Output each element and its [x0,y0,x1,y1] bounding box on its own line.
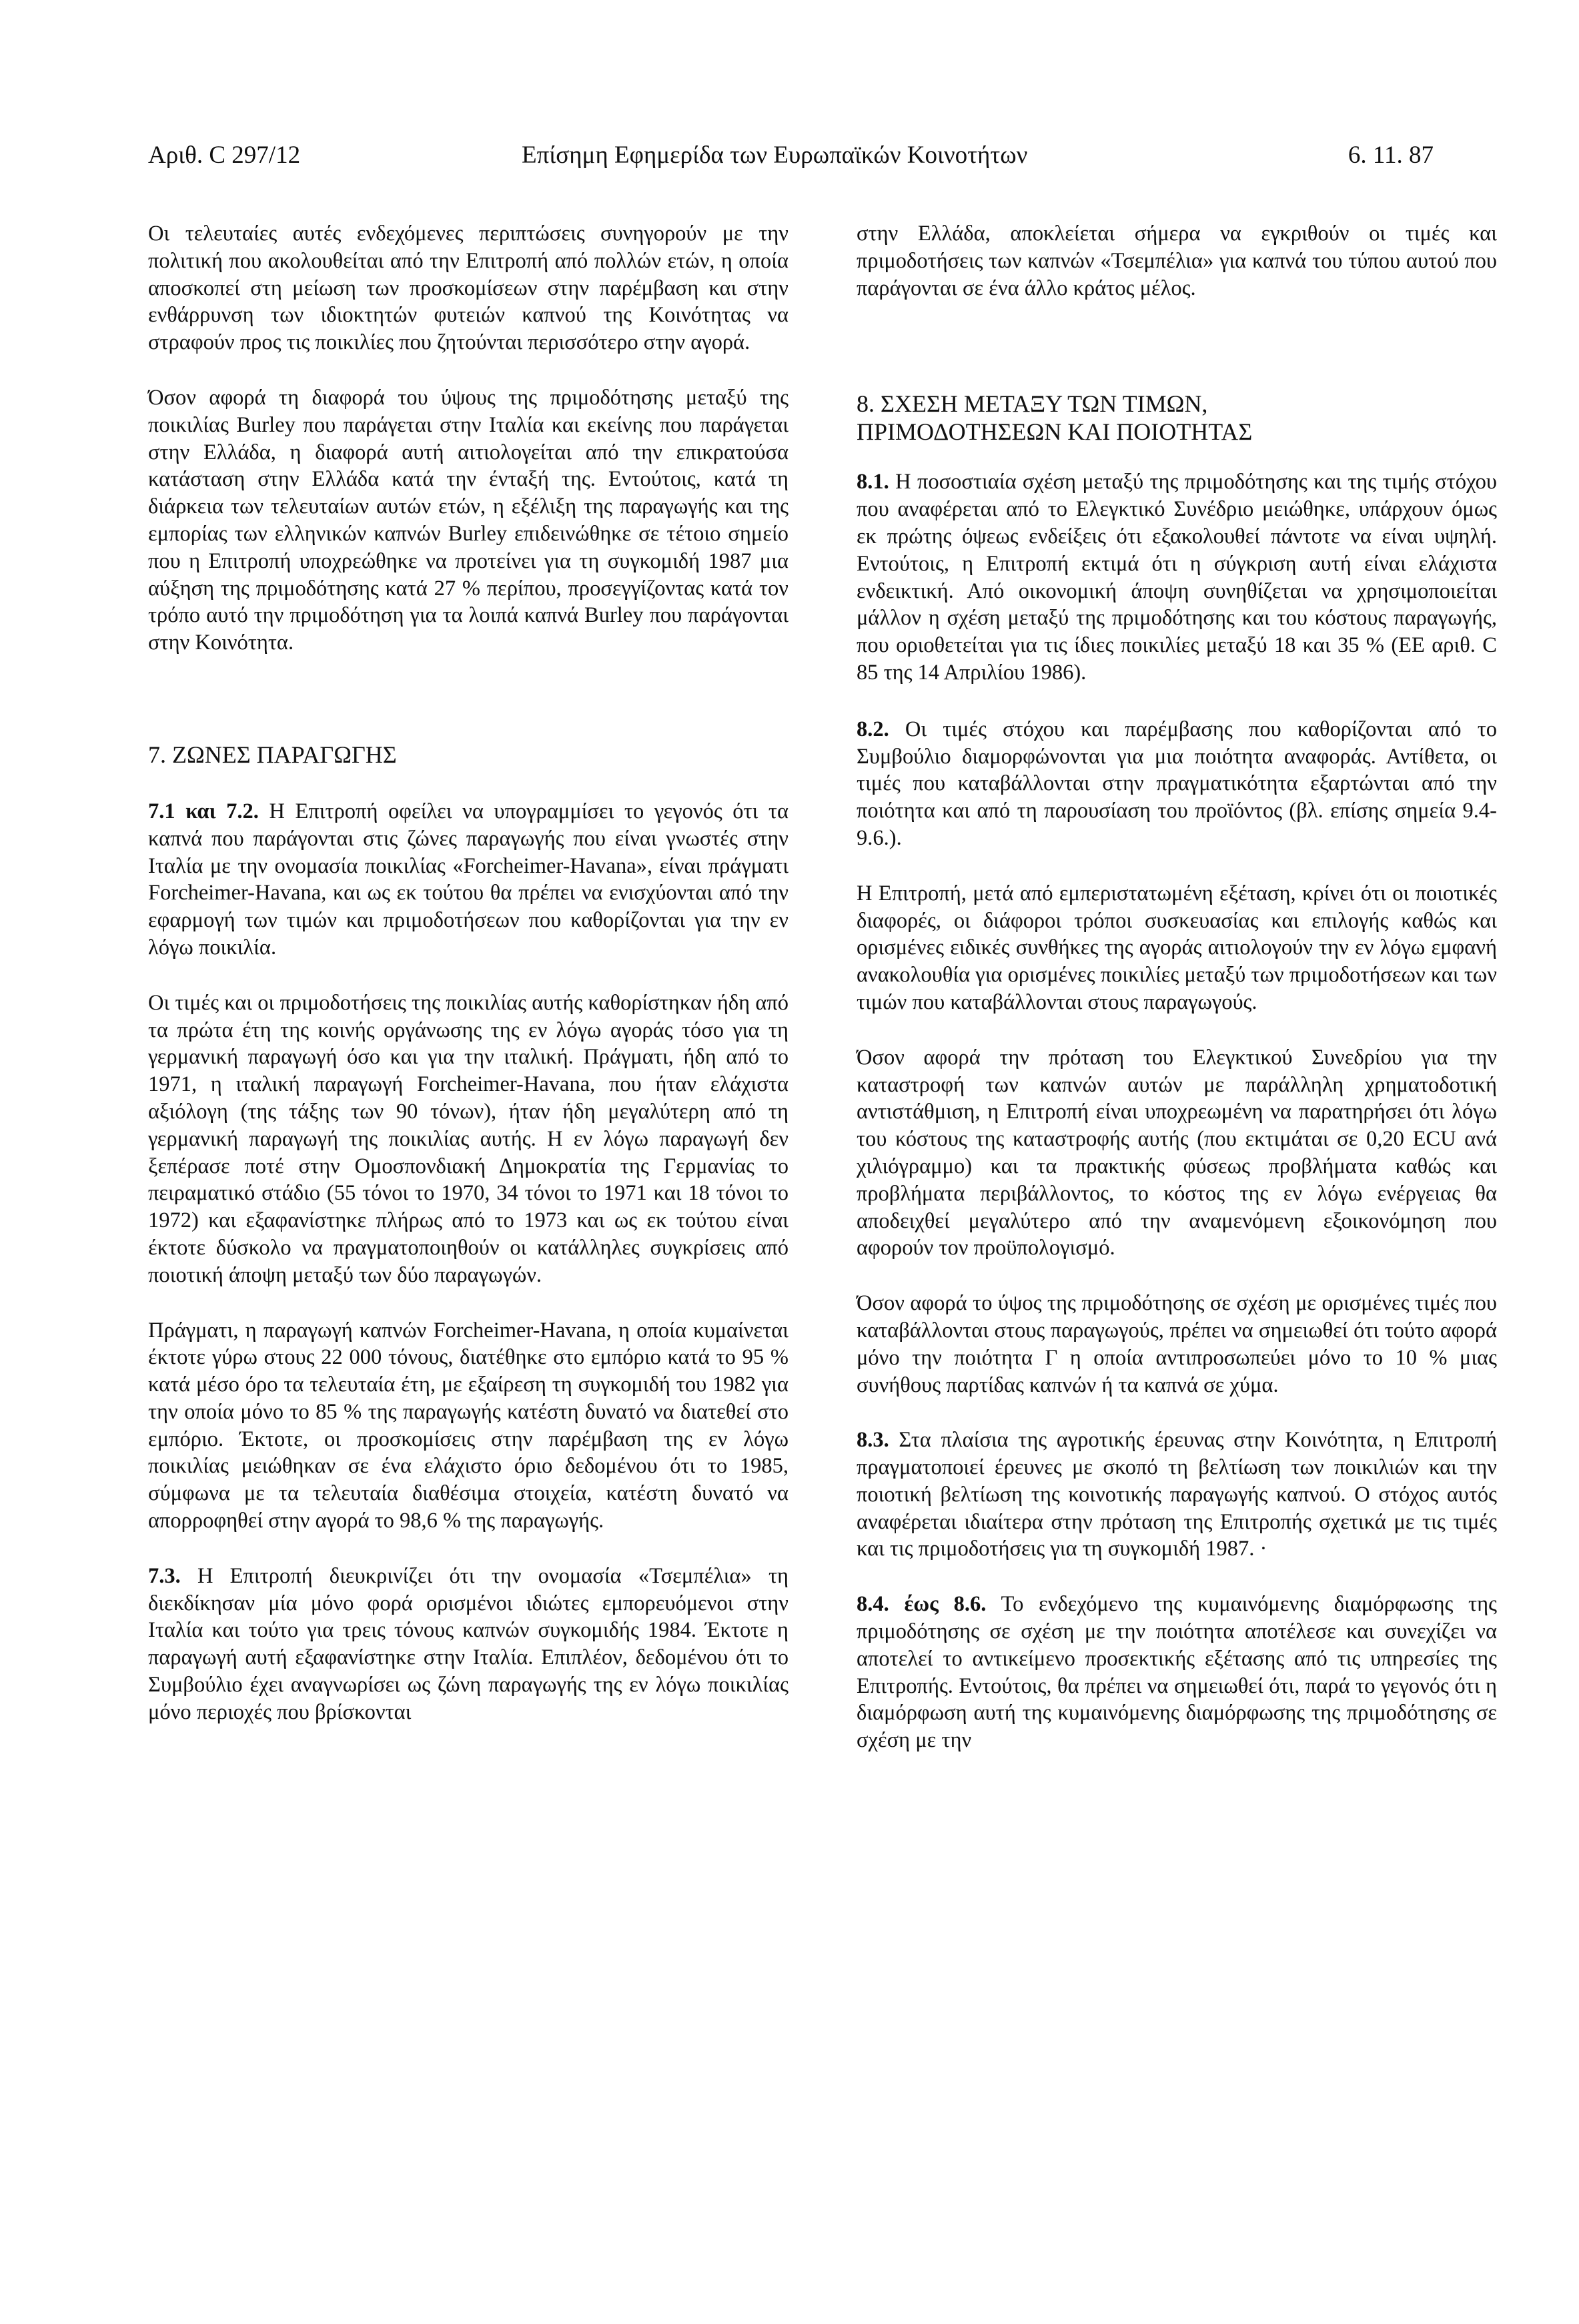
paragraph: Όσον αφορά την πρόταση του Ελεγκτικού Συνεδρίου για την καταστροφή των καπνών αυτών με παράλληλη χρηματοδοτική αντιστάθμιση, η Επιτροπή είναι υποχρεωμένη να παρατηρήσει ότι λόγω του κόστους της καταστροφής αυτής (που εκτιμάται σε 0,20 ECU ανά χιλιόγραμμο) και τα πρακτικής φύσεως προβλήματα καθώς και προβλήματα περιβάλλοντος, το κόστος της εν λόγω ενέργειας θα αποδειχθεί μεγαλύτερο από την αναμενόμενη εξοικονόμηση που αφορούν τον προϋπολογισμό. [857,1045,1497,1260]
paragraph [857,1591,1497,1754]
paragraph-number: 8.3. [857,1428,889,1453]
right-column [857,220,1497,1754]
journal-title: Επίσημη Εφημερίδα των Ευρωπαϊκών Κοινοτήτων [522,141,1028,169]
paragraph [857,716,1497,852]
paragraph-text: Η Επιτροπή διευκρινίζει ότι την ονομασία «Τσεμπέλια» τη διεκδίκησαν μία μόνο φορά ορισμένοι ιδιώτες εμπορευόμενοι στην Ιταλία και τούτο για τρεις τόνους καπνών συγκομιδής 1984. Έκτοτε η παραγωγή αυτή εξαφανίστηκε στην Ιταλία. Επιπλέον, δεδομένου ότι το Συμβούλιο έχει αναγνωρίσει ως ζώνη παραγωγής της εν λόγω ποικιλίας μόνο περιοχές που βρίσκονται [148,1563,788,1724]
paragraph [148,1563,788,1726]
paragraph [857,1427,1497,1563]
paragraph-text: Το ενδεχόμενο της κυμαινόμενης διαμόρφωσης της πριμοδότησης σε σχέση με την ποιότητα αποτέλεσε και συνεχίζει να αποτελεί το αντικείμενο προσεκτικής εξέτασης από τις υπηρεσίες της Επιτροπής. Εντούτοις, θα πρέπει να σημειωθεί ότι, παρά το γεγονός ότι η διαμόρφωση αυτή της κυμαινόμενης διαμόρφωσης της πριμοδότησης σε σχέση με την [857,1592,1497,1753]
paragraph: Οι τελευταίες αυτές ενδεχόμενες περιπτώσεις συνηγορούν με την πολιτική που ακολουθείται από την Επιτροπή από πολλών ετών, η οποία αποσκοπεί στη μείωση των προσκομίσεων στην παρέμβαση και στην ενθάρρυνση των ιδιοκτητών φυτειών καπνού της Κοινότητας να στραφούν προς τις ποικιλίες που ζητούνται περισσότερο στην αγορά. [148,222,788,355]
section-heading [857,390,1497,446]
section-heading-line: ΠΡΙΜΟΔΟΤΗΣΕΩΝ ΚΑΙ ΠΟΙΟΤΗΤΑΣ [857,418,1253,446]
paragraph: Οι τιμές και οι πριμοδοτήσεις της ποικιλίας αυτής καθορίστηκαν ήδη από τα πρώτα έτη της κοινής οργάνωσης της εν λόγω αγοράς τόσο για τη γερμανική παραγωγή όσο και για την ιταλική. Πράγματι, ήδη από το 1971, η ιταλική παραγωγή Forcheimer-Havana, που ήταν ελάχιστα αξιόλογη (της τάξης των 90 τόνων), ήταν ήδη μεγαλύτερη από τη γερμανική παραγωγή της ποικιλίας αυτής. Η εν λόγω παραγωγή δεν ξεπέρασε ποτέ στην Ομοσπονδιακή Δημοκρατία της Γερμανίας το πειραματικό στάδιο (55 τόνοι το 1970, 34 τόνοι το 1971 και 18 τόνοι το 1972) και εξαφανίστηκε πλήρως από το 1973 και ως εκ τούτου είναι έκτοτε δύσκολο να πραγματοποιηθούν οι κατάλληλες συγκρίσεις από ποιοτική άποψη μεταξύ των δύο παραγωγών. [148,990,788,1287]
section-heading-line: 8. ΣΧΕΣΗ ΜΕΤΑΞΥ ΤΩΝ ΤΙΜΩΝ, [857,390,1208,418]
paragraph-number: 8.4. έως 8.6. [857,1592,987,1617]
paragraph: στην Ελλάδα, αποκλείεται σήμερα να εγκριθούν οι τιμές και πριμοδοτήσεις των καπνών «Τσεμπέλια» για καπνά του τύπου αυτού που παράγονται σε ένα άλλο κράτος μέλος. [857,222,1497,300]
paragraph-number: 8.1. [857,470,889,494]
paragraph [857,468,1497,686]
paragraph-number: 7.1 και 7.2. [148,799,259,823]
paragraph-text: Οι τιμές στόχου και παρέμβασης που καθορίζονται από το Συμβούλιο διαμορφώνονται για μια ποιότητα αναφοράς. Αντίθετα, οι τιμές που καταβάλλονται στην πραγματικότητα εξαρτώνται από την ποιότητα και από τη παρουσίαση του προϊόντος (βλ. επίσης σημεία 9.4-9.6.). [857,717,1497,850]
paragraph: Όσον αφορά τη διαφορά του ύψους της πριμοδότησης μεταξύ της ποικιλίας Burley που παράγεται στην Ιταλία και εκείνης που παράγεται στην Ελλάδα, η διαφορά αυτή αιτιολογείται από την επικρατούσα κατάσταση στην Ελλάδα κατά την ένταξή της. Εντούτοις, κατά τη διάρκεια των τελευταίων αυτών ετών, η εξέλιξη της παραγωγής και της εμπορίας των ελληνικών καπνών Burley επιδεινώθηκε σε τέτοιο σημείο που η Επιτροπή υποχρεώθηκε να προτείνει για τη συγκομιδή 1987 μια αύξηση της πριμοδότησης κατά 27 % περίπου, προσεγγίζοντας κατά τον τρόπο αυτό την πριμοδότηση για τα λοιπά καπνά Burley που παράγονται στην Κοινότητα. [148,385,788,655]
paragraph-text: Στα πλαίσια της αγροτικής έρευνας στην Κοινότητα, η Επιτροπή πραγματοποιεί έρευνες με σκοπό τη βελτίωση των ποικιλιών και την ποιοτική βελτίωση της κοινοτικής παραγωγής καπνού. Ο στόχος αυτός αναφέρεται ιδιαίτερα στην πρόταση της Επιτροπής σχετικά με τις τιμές και τις πριμοδοτήσεις για τη συγκομιδή 1987. · [857,1428,1498,1561]
paragraph-text: Η ποσοστιαία σχέση μεταξύ της πριμοδότησης και της τιμής στόχου που αναφέρεται από το Ελεγκτικό Συνέδριο μειώθηκε, υπάρχουν όμως εκ πρώτης όψεως ενδείξεις ότι εξακολουθεί πάντοτε να είναι υψηλή. Εντούτοις, η Επιτροπή εκτιμά ότι η σύγκριση αυτή είναι ελάχιστα ενδεικτική. Από οικονομική άποψη συνηθίζεται να χρησιμοποιείται μάλλον η σχέση μεταξύ της πριμοδότησης και του κόστους παραγωγής, που οριοθετείται για τις ίδιες ποικιλίες μεταξύ 18 και 35 % (ΕΕ αριθ. C 85 της 14 Απριλίου 1986). [857,470,1497,685]
paragraph [148,798,788,961]
paragraph-text: Η Επιτροπή οφείλει να υπογραμμίσει το γεγονός ότι τα καπνά που παράγονται στις ζώνες παραγωγής που είναι γνωστές στην Ιταλία με την ονομασία ποικιλίας «Forcheimer-Havana», είναι πράγματι Forcheimer-Havana, και ως εκ τούτου θα πρέπει να ενισχύονται από την εφαρμογή των τιμών και πριμοδοτήσεων που καθορίζονται για την εν λόγω ποικιλία. [148,799,789,959]
issue-date: 6. 11. 87 [1348,141,1434,169]
section-heading: 7. ΖΩΝΕΣ ΠΑΡΑΓΩΓΗΣ [148,741,397,768]
left-column [148,220,788,1726]
page-header [148,139,1434,172]
paragraph: Όσον αφορά το ύψος της πριμοδότησης σε σχέση με ορισμένες τιμές που καταβάλλονται στους παραγωγούς, πρέπει να σημειωθεί ότι τούτο αφορά μόνο την ποιότητα Γ η οποία αντιπροσωπεύει μόνο το 10 % μιας συνήθους παρτίδας καπνών ή τα καπνά σε χύμα. [857,1291,1497,1397]
paragraph-number: 8.2. [857,717,889,741]
paragraph-number: 7.3. [148,1563,181,1588]
paragraph: Η Επιτροπή, μετά από εμπεριστατωμένη εξέταση, κρίνει ότι οι ποιοτικές διαφορές, οι διάφοροι τρόποι συσκευασίας και επιλογής καθώς και ορισμένες ειδικές συνθήκες της αγοράς αιτιολογούν την εν λόγω εμφανή ανακολουθία για ορισμένες ποικιλίες μεταξύ των πριμοδοτήσεων και των τιμών που καταβάλλονται στους παραγωγούς. [857,881,1497,1014]
paragraph: Πράγματι, η παραγωγή καπνών Forcheimer-Havana, η οποία κυμαίνεται έκτοτε γύρω στους 22 000 τόνους, διατέθηκε στο εμπόριο κατά το 95 % κατά μέσο όρο τα τελευταία έτη, με εξαίρεση τη συγκομιδή του 1982 για την οποία μόνο το 85 % της παραγωγής κατέστη δυνατό να διατεθεί στο εμπόριο. Έκτοτε, οι προσκομίσεις στην παρέμβαση της εν λόγω ποικιλίας μειώθηκαν σε ένα ελάχιστο όριο δεδομένου ότι το 1985, σύμφωνα με τα τελευταία διαθέσιμα στοιχεία, κατέστη δυνατό να απορροφηθεί στην αγορά το 98,6 % της παραγωγής. [148,1318,788,1533]
journal-reference: Αριθ. C 297/12 [148,141,301,169]
